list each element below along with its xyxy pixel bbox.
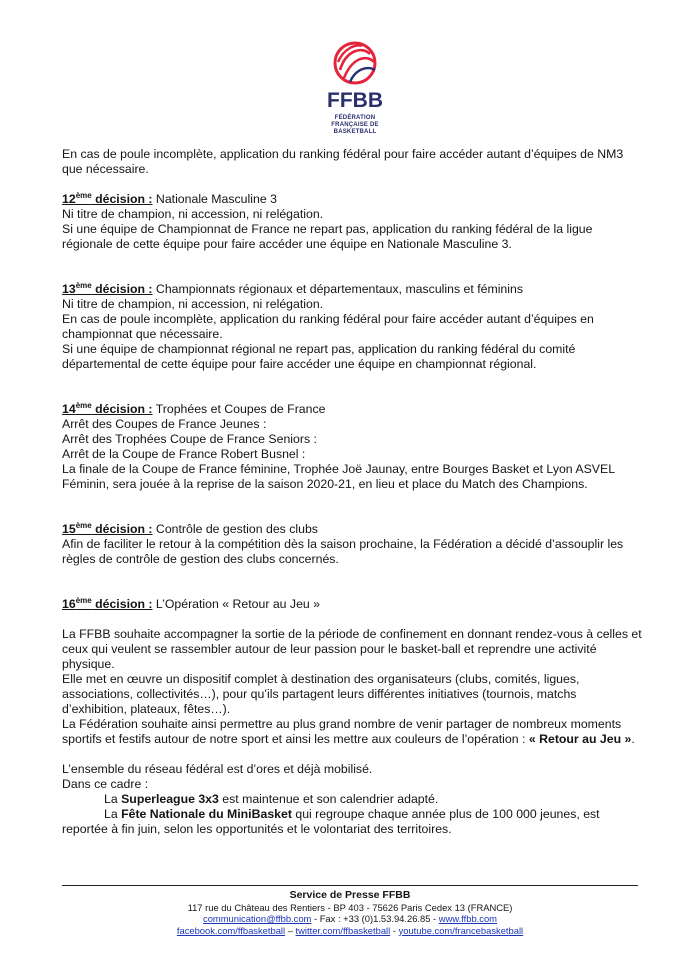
- decision-line: Arrêt de la Coupe de France Robert Busnel :: [62, 447, 306, 461]
- basketball-logo-icon: [332, 40, 378, 86]
- decision-line: Ni titre de champion, ni accession, ni relégation.: [62, 297, 324, 311]
- operation-paragraph: La FFBB souhaite accompagner la sortie de la période de confinement en donnant rendez-vous à celles et ceux qui veulent se rassembler autour de leur passion pour le basket-ball et reprendre une activité physique.: [62, 627, 642, 671]
- decision-heading: [62, 597, 642, 612]
- fax-text: - Fax : +33 (0)1.53.94.26.85 -: [311, 913, 439, 924]
- decision-title: L’Opération « Retour au Jeu »: [152, 597, 321, 611]
- operation-paragraph: L’ensemble du réseau fédéral est d’ores et déjà mobilisé.: [62, 762, 373, 776]
- operation-bullet: La Fête Nationale du MiniBasket qui regroupe chaque année plus de 100 000 jeunes, est reportée à fin juin, selon les opportunités et le volontariat des territoires.: [62, 807, 600, 836]
- footer-address: 117 rue du Château des Rentiers - BP 403 - 75626 Paris Cedex 13 (FRANCE): [187, 901, 513, 913]
- decision-line: Arrêt des Coupes de France Jeunes :: [62, 417, 267, 431]
- logo-subtitle: [318, 115, 392, 136]
- operation-paragraph: Dans ce cadre :: [62, 777, 149, 791]
- decision-line: Afin de faciliter le retour à la compétition dès la saison prochaine, la Fédération a décidé d’assouplir les règles de contrôle de gestion des clubs concernés.: [62, 537, 624, 566]
- logo-sub-line: FÉDÉRATION: [334, 115, 376, 121]
- decision-label: 12ème décision :: [62, 190, 153, 206]
- document-body: [62, 147, 642, 837]
- footer-title: Service de Presse FFBB: [289, 889, 411, 901]
- decision-heading: [62, 192, 642, 207]
- decision-12: [62, 192, 642, 252]
- decision-16: [62, 597, 642, 837]
- decision-line: Si une équipe de Championnat de France ne repart pas, application du ranking fédéral de la ligue régionale de cette équipe pour faire accéder une équipe en Nationale Masculine 3.: [62, 222, 593, 251]
- decision-title: Contrôle de gestion des clubs: [152, 522, 318, 536]
- decision-label: 13ème décision :: [62, 280, 153, 296]
- decision-14: [62, 402, 642, 492]
- separator: -: [390, 924, 399, 936]
- operation-bullet: La Superleague 3x3 est maintenue et son calendrier adapté.: [104, 792, 439, 806]
- decision-title: Nationale Masculine 3: [152, 192, 277, 206]
- decision-15: [62, 522, 642, 567]
- decision-heading: [62, 522, 642, 537]
- youtube-link[interactable]: youtube.com/francebasketball: [398, 924, 524, 936]
- operation-paragraph: Elle met en œuvre un dispositif complet à destination des organisateurs (clubs, comités, ligues, associations, collectivités…), pour qu’ils partagent leurs différentes initiatives (tournois, matchs d’exhibition, plateaux, fêtes…).: [62, 672, 580, 716]
- decision-label: 16ème décision :: [62, 595, 153, 611]
- decision-label: 14ème décision :: [62, 400, 153, 416]
- footer-social: [62, 925, 638, 937]
- decision-line: Ni titre de champion, ni accession, ni relégation.: [62, 207, 324, 221]
- decision-line: En cas de poule incomplète, application du ranking fédéral pour faire accéder autant d’équipes en championnat que nécessaire.: [62, 312, 594, 341]
- ffbb-logo: [318, 40, 392, 136]
- decision-label: 15ème décision :: [62, 520, 153, 536]
- email-link[interactable]: communication@ffbb.com: [203, 913, 312, 924]
- website-link[interactable]: www.ffbb.com: [438, 913, 497, 924]
- logo-sub-line: BASKETBALL: [333, 129, 377, 135]
- decision-title: Championnats régionaux et départementaux, masculins et féminins: [152, 282, 523, 296]
- decision-heading: [62, 402, 642, 417]
- decision-heading: [62, 282, 642, 297]
- operation-paragraph: La Fédération souhaite ainsi permettre au plus grand nombre de venir partager de nombreux moments sportifs et festifs autour de notre sport et ainsi les mettre aux couleurs de l’opération : « Retour au Jeu ».: [62, 717, 635, 746]
- decision-line: La finale de la Coupe de France féminine, Trophée Joë Jaunay, entre Bourges Basket et Lyon ASVEL Féminin, sera jouée à la reprise de la saison 2020-21, en lieu et place du Match des Champions.: [62, 462, 615, 491]
- decision-line: Arrêt des Trophées Coupe de France Seniors :: [62, 432, 317, 446]
- footer-contact: [62, 913, 638, 925]
- twitter-link[interactable]: twitter.com/ffbasketball: [295, 924, 391, 936]
- facebook-link[interactable]: facebook.com/ffbasketball: [176, 924, 286, 936]
- decision-title: Trophées et Coupes de France: [152, 402, 326, 416]
- intro-paragraph: En cas de poule incomplète, application du ranking fédéral pour faire accéder autant d’équipes de NM3 que nécessaire.: [62, 147, 624, 176]
- decision-line: Si une équipe de championnat régional ne repart pas, application du ranking fédéral du comité départemental de cette équipe pour faire accéder une équipe en championnat régional.: [62, 342, 576, 371]
- separator: –: [285, 924, 296, 936]
- press-footer: [62, 885, 638, 936]
- logo-wordmark: FFBB: [327, 89, 383, 112]
- logo-sub-line: FRANÇAISE DE: [331, 122, 379, 128]
- decision-13: [62, 282, 642, 372]
